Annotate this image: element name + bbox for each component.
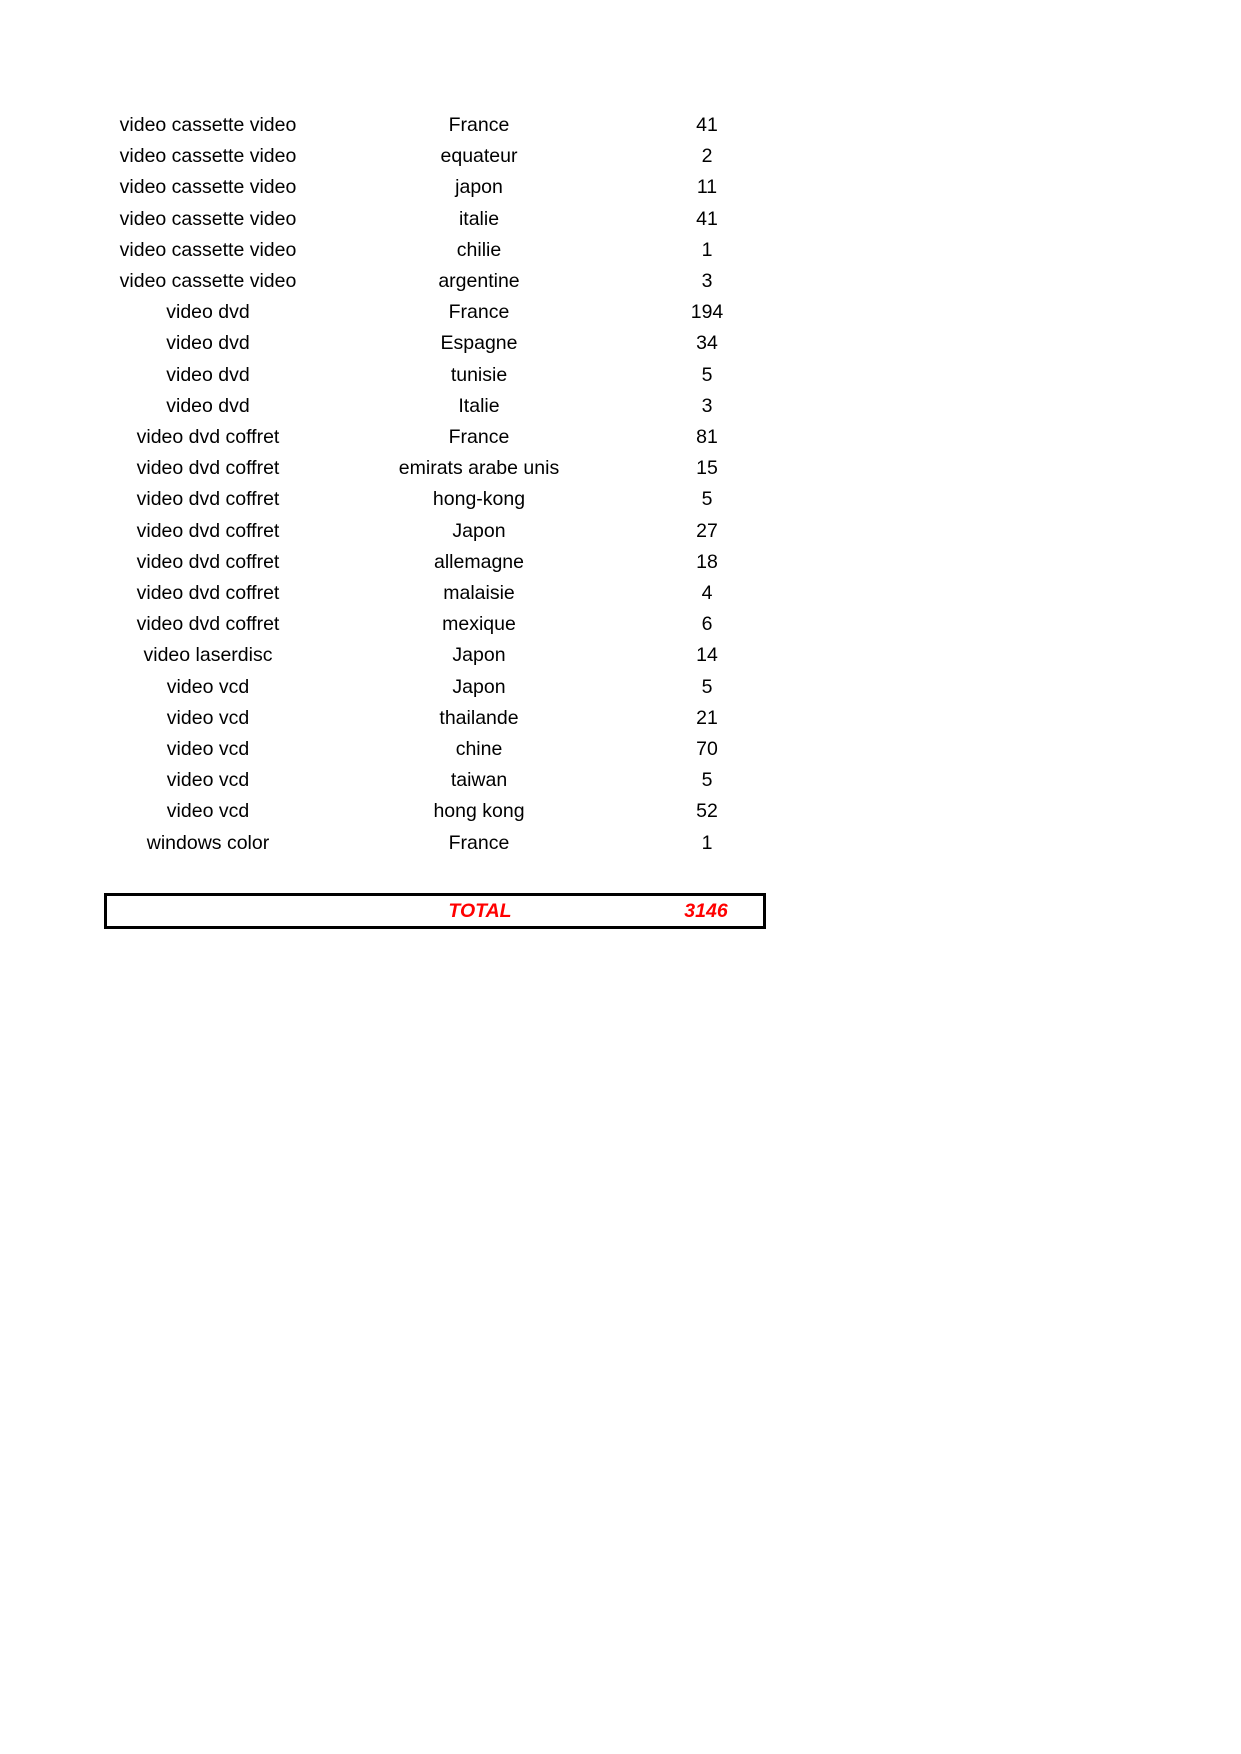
cell-item: video vcd bbox=[166, 738, 250, 761]
cell-country: France bbox=[448, 301, 510, 324]
cell-quantity: 81 bbox=[696, 426, 718, 449]
cell-quantity: 41 bbox=[696, 114, 718, 136]
cell-quantity: 14 bbox=[696, 644, 718, 667]
cell-item: video laserdisc bbox=[143, 644, 273, 667]
cell-quantity: 18 bbox=[696, 550, 718, 573]
cell-quantity: 1 bbox=[701, 238, 713, 261]
cell-item: video vcd bbox=[166, 769, 250, 792]
table-row bbox=[104, 796, 768, 827]
cell-country: Japon bbox=[452, 675, 506, 698]
table-row bbox=[104, 328, 768, 359]
table-row bbox=[104, 235, 768, 266]
cell-country: mexique bbox=[442, 613, 516, 636]
cell-item: video dvd coffret bbox=[136, 613, 280, 636]
cell-item: video dvd coffret bbox=[136, 426, 280, 449]
cell-item: video dvd coffret bbox=[136, 519, 280, 542]
table-row bbox=[104, 141, 768, 172]
total-value: 3146 bbox=[684, 900, 728, 922]
cell-item: video cassette video bbox=[119, 270, 297, 293]
cell-country: argentine bbox=[438, 270, 520, 293]
cell-item: video cassette video bbox=[119, 207, 297, 230]
cell-item: video dvd coffret bbox=[136, 488, 280, 511]
inventory-table bbox=[104, 110, 768, 859]
cell-item: video vcd bbox=[166, 706, 250, 729]
cell-quantity: 6 bbox=[701, 613, 713, 636]
cell-quantity: 1 bbox=[701, 831, 713, 854]
table-row bbox=[104, 360, 768, 391]
cell-country: chilie bbox=[456, 238, 502, 261]
cell-country: malaisie bbox=[443, 582, 515, 605]
cell-item: video vcd bbox=[166, 675, 250, 698]
cell-quantity: 70 bbox=[696, 738, 718, 761]
cell-quantity: 5 bbox=[701, 488, 713, 511]
table-row bbox=[104, 110, 768, 141]
cell-item: video dvd bbox=[166, 363, 250, 386]
cell-item: video dvd coffret bbox=[136, 457, 280, 480]
cell-country: equateur bbox=[440, 145, 518, 168]
cell-item: video cassette video bbox=[119, 238, 297, 261]
cell-item: video dvd coffret bbox=[136, 550, 280, 573]
cell-item: video dvd bbox=[166, 332, 250, 355]
table-row bbox=[104, 703, 768, 734]
cell-quantity: 3 bbox=[701, 394, 713, 417]
cell-quantity: 15 bbox=[696, 457, 718, 480]
cell-country: japon bbox=[455, 176, 503, 199]
cell-item: video dvd bbox=[166, 301, 250, 324]
table-row bbox=[104, 391, 768, 422]
cell-item: video cassette video bbox=[119, 114, 297, 136]
cell-country: Japon bbox=[452, 644, 506, 667]
cell-quantity: 41 bbox=[696, 207, 718, 230]
cell-country: Japon bbox=[452, 519, 506, 542]
cell-country: Espagne bbox=[440, 332, 518, 355]
table-row bbox=[104, 578, 768, 609]
cell-quantity: 5 bbox=[701, 675, 713, 698]
cell-quantity: 52 bbox=[696, 800, 718, 823]
table-row bbox=[104, 640, 768, 671]
table-row bbox=[104, 765, 768, 796]
cell-quantity: 4 bbox=[701, 582, 713, 605]
cell-quantity: 5 bbox=[701, 769, 713, 792]
total-label: TOTAL bbox=[448, 900, 512, 922]
cell-country: chine bbox=[455, 738, 503, 761]
cell-quantity: 5 bbox=[701, 363, 713, 386]
cell-country: hong-kong bbox=[432, 488, 526, 511]
cell-country: France bbox=[448, 831, 510, 854]
cell-quantity: 11 bbox=[696, 176, 718, 199]
table-row bbox=[104, 266, 768, 297]
table-row bbox=[104, 672, 768, 703]
total-row bbox=[104, 893, 766, 929]
table-row bbox=[104, 204, 768, 235]
table-row bbox=[104, 453, 768, 484]
cell-quantity: 27 bbox=[696, 519, 718, 542]
cell-country: allemagne bbox=[434, 550, 524, 573]
table-row bbox=[104, 828, 768, 859]
table-body bbox=[104, 110, 768, 859]
cell-country: tunisie bbox=[450, 363, 508, 386]
cell-item: video dvd coffret bbox=[136, 582, 280, 605]
table-row bbox=[104, 547, 768, 578]
cell-item: video dvd bbox=[166, 394, 250, 417]
cell-quantity: 3 bbox=[701, 270, 713, 293]
cell-country: taiwan bbox=[450, 769, 508, 792]
cell-country: France bbox=[448, 426, 510, 449]
cell-country: hong kong bbox=[433, 800, 525, 823]
cell-country: emirats arabe unis bbox=[398, 457, 560, 480]
table-row bbox=[104, 609, 768, 640]
table-row bbox=[104, 172, 768, 203]
cell-quantity: 21 bbox=[696, 706, 718, 729]
cell-item: video vcd bbox=[166, 800, 250, 823]
cell-country: italie bbox=[458, 207, 500, 230]
cell-country: France bbox=[448, 114, 510, 136]
cell-item: video cassette video bbox=[119, 176, 297, 199]
cell-country: thailande bbox=[439, 706, 519, 729]
table-row bbox=[104, 297, 768, 328]
cell-item: windows color bbox=[146, 831, 270, 854]
cell-item: video cassette video bbox=[119, 145, 297, 168]
cell-quantity: 2 bbox=[701, 145, 713, 168]
table-row bbox=[104, 516, 768, 547]
table-row bbox=[104, 484, 768, 515]
table-row bbox=[104, 422, 768, 453]
cell-quantity: 194 bbox=[690, 301, 724, 324]
table-row bbox=[104, 734, 768, 765]
cell-country: Italie bbox=[458, 394, 500, 417]
cell-quantity: 34 bbox=[696, 332, 718, 355]
